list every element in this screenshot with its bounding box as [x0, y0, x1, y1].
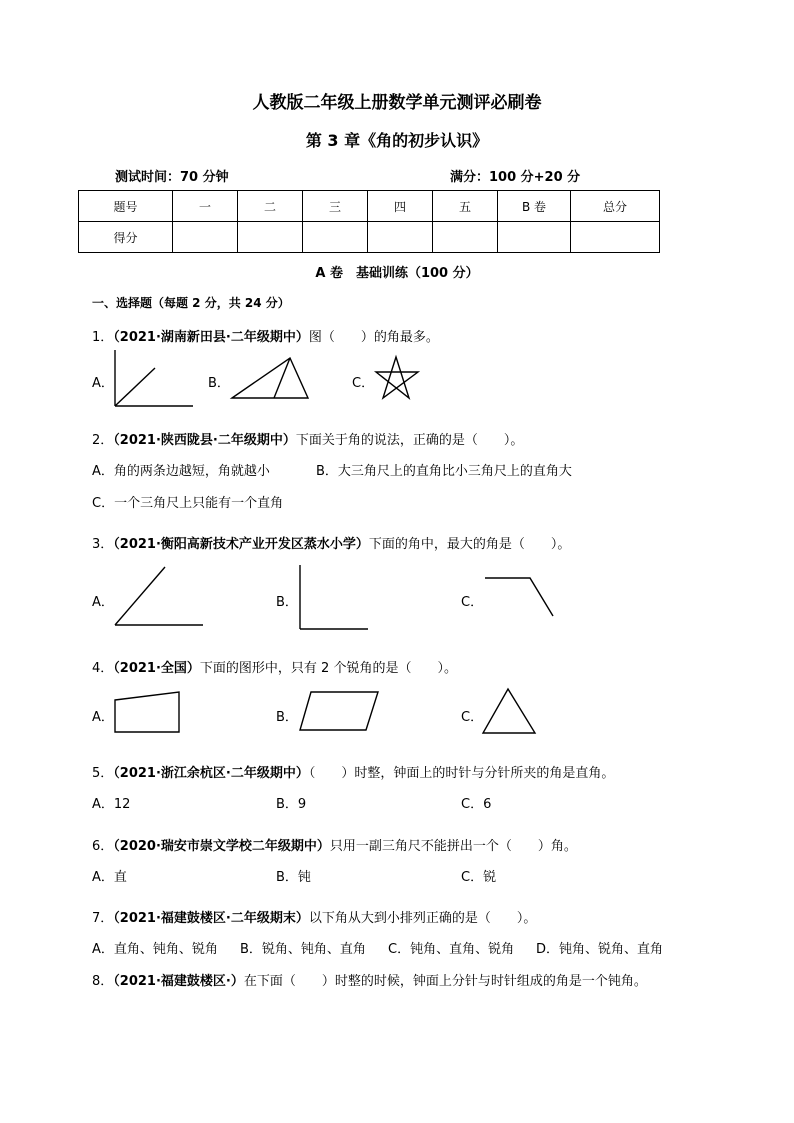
q4-option-c[interactable]: C． [461, 710, 484, 725]
q7-option-d[interactable]: D．钝角、锐角、直角 [536, 942, 664, 957]
q5-option-c[interactable]: C．6 [461, 797, 492, 812]
q1-option-c[interactable]: C． [352, 376, 375, 391]
score-header-cell: 四 [368, 191, 433, 222]
score-header-cell: 二 [238, 191, 303, 222]
q2-option-c[interactable]: C．一个三角尺上只能有一个直角 [92, 496, 284, 511]
question-8: 8．（2021·福建鼓楼区·）在下面（ ）时整的时候，钟面上分针与时针组成的角是一个钝角。 [92, 974, 647, 989]
q7-option-c[interactable]: C．钝角、直角、锐角 [388, 942, 515, 957]
q6-option-b[interactable]: B．钝 [276, 870, 311, 885]
q1-figure-b [230, 356, 312, 402]
score-table-header-row [79, 191, 660, 222]
score-row-label: 得分 [79, 222, 173, 253]
question-6: 6．（2020·瑞安市崇文学校二年级期中）只用一副三角尺不能拼出一个（ ）角。 [92, 839, 577, 854]
q4-figure-c-triangle [481, 687, 539, 737]
q5-option-a[interactable]: A．12 [92, 797, 131, 812]
section-a-heading: A 卷 基础训练（100 分） [315, 266, 479, 281]
score-table-score-row [79, 222, 660, 253]
q4-figure-a-trapezoid [113, 690, 183, 736]
q4-figure-b-parallelogram [298, 690, 382, 734]
page-subtitle: 第 3 章《角的初步认识》 [305, 131, 489, 150]
question-1: 1．（2021·湖南新田县·二年级期中）图（ ）的角最多。 [92, 330, 439, 345]
score-cell[interactable] [303, 222, 368, 253]
score-header-cell: 三 [303, 191, 368, 222]
q2-option-b[interactable]: B．大三角尺上的直角比小三角尺上的直角大 [316, 464, 572, 479]
q6-option-a[interactable]: A．直 [92, 870, 127, 885]
q7-option-b[interactable]: B．锐角、钝角、直角 [240, 942, 366, 957]
score-cell[interactable] [238, 222, 303, 253]
q2-option-a[interactable]: A．角的两条边越短，角就越小 [92, 464, 270, 479]
question-4: 4．（2021·全国）下面的图形中，只有 2 个锐角的是（ ）。 [92, 661, 457, 676]
full-score: 满分：100 分+20 分 [450, 170, 581, 185]
score-header-cell: 五 [433, 191, 498, 222]
q4-option-b[interactable]: B． [276, 710, 298, 725]
score-header-cell: B 卷 [498, 191, 571, 222]
score-cell[interactable] [433, 222, 498, 253]
q3-option-c[interactable]: C． [461, 595, 484, 610]
score-cell[interactable] [173, 222, 238, 253]
part-one-heading: 一、选择题（每题 2 分，共 24 分） [92, 296, 290, 310]
q7-option-a[interactable]: A．直角、钝角、锐角 [92, 942, 218, 957]
test-time: 测试时间：70 分钟 [115, 170, 229, 185]
score-cell[interactable] [498, 222, 571, 253]
score-header-cell: 总分 [571, 191, 660, 222]
q5-option-b[interactable]: B．9 [276, 797, 307, 812]
score-header-cell: 一 [173, 191, 238, 222]
question-3: 3．（2021·衡阳高新技术产业开发区蒸水小学）下面的角中，最大的角是（ ）。 [92, 537, 571, 552]
q3-figure-a-angle [113, 565, 207, 629]
question-2: 2．（2021·陕西陇县·二年级期中）下面关于角的说法，正确的是（ ）。 [92, 433, 524, 448]
score-header-cell: 题号 [79, 191, 173, 222]
question-5: 5．（2021·浙江余杭区·二年级期中）（ ）时整，钟面上的时针与分针所夹的角是直角。 [92, 766, 615, 781]
q1-figure-a [113, 350, 197, 410]
q3-option-a[interactable]: A． [92, 595, 114, 610]
q3-figure-b-angle [298, 563, 372, 633]
q1-option-a[interactable]: A． [92, 376, 114, 391]
q3-option-b[interactable]: B． [276, 595, 298, 610]
q1-figure-c-star [374, 356, 422, 402]
q1-option-b[interactable]: B． [208, 376, 230, 391]
question-7: 7．（2021·福建鼓楼区·二年级期末）以下角从大到小排列正确的是（ ）。 [92, 911, 537, 926]
q4-option-a[interactable]: A． [92, 710, 114, 725]
score-cell[interactable] [571, 222, 660, 253]
q6-option-c[interactable]: C．锐 [461, 870, 497, 885]
q3-figure-c-angle [483, 575, 557, 619]
score-cell[interactable] [368, 222, 433, 253]
page-title: 人教版二年级上册数学单元测评必刷卷 [252, 93, 542, 113]
score-table [78, 190, 660, 253]
